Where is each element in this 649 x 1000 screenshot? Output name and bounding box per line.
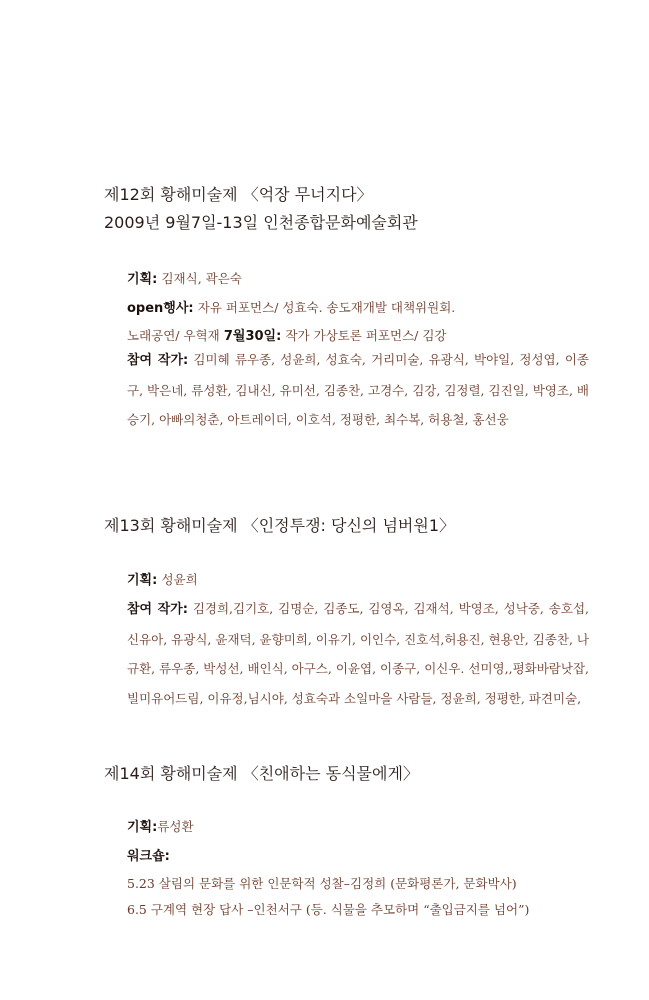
concert-suffix: 작가 가상토론 퍼포먼스/ 김강 — [285, 328, 447, 343]
planning-label: 기획: — [127, 573, 158, 588]
festival-14-planning — [127, 812, 597, 843]
artists-list: 김경희,김기호, 김명순, 김종도, 김영옥, 김재석, 박영조, 성낙중, 송호섭, 신유아, 유광식, 윤재덕, 윤향미희, 이유기, 이인수, 진호석,허용진, 현용안, 김종찬, 나규환, 류우종, 박성선, 배인식, 아구스, 이윤엽, 이종구, 이신우. 선미영,,평화바람낫잡, 빌미유어드림, 이유정,님시야, 성효숙과 소일마을 사람들, 정윤희, 정평한, 파견미술, — [127, 601, 589, 706]
planning-label: 기획: — [127, 272, 158, 287]
festival-12-title: 제12회 황해미술제 〈억장 무너지다〉 — [104, 185, 373, 204]
open-event-label: open행사: — [127, 301, 194, 316]
festival-13-planning — [127, 565, 597, 596]
planning-value: 성윤희 — [161, 572, 198, 587]
festival-12-open-event — [127, 293, 597, 324]
planning-value: 류성환 — [157, 819, 194, 834]
workshop-item: 6.5 구계역 현장 답사 –인천서구 (등. 식물을 추모하며 “출입금지를 넘어”) — [127, 902, 530, 917]
planning-label: 기획: — [127, 820, 158, 835]
festival-12-planning — [127, 264, 597, 295]
concert-prefix: 노래공연/ 우혁재 — [127, 328, 220, 343]
artists-label: 참여 작가: — [127, 602, 188, 617]
workshop-label: 워크숍: — [127, 849, 170, 864]
artists-label: 참여 작가: — [127, 353, 189, 368]
festival-14-workshop — [127, 842, 597, 872]
planning-value: 김재식, 곽은숙 — [161, 271, 242, 286]
artists-list: 김미혜 류우종, 성윤희, 성효숙, 거리미술, 유광식, 박야일, 정성엽, 이종구, 박은네, 류성환, 김내신, 유미선, 김종찬, 고경수, 김강, 김정렬, 김진일, 박영조, 배승기, 아빠의청춘, 아트레이더, 이호석, 정평한, 최수복, 허용철, 홍선웅 — [127, 352, 589, 428]
festival-14-title: 제14회 황해미술제 〈친애하는 동식물에게〉 — [104, 764, 419, 783]
workshop-item: 5.23 살림의 문화를 위한 인문학적 성찰–김정희 (문화평론가, 문화박사) — [127, 876, 517, 891]
open-event-value: 자유 퍼포먼스/ 성효숙. 송도재개발 대책위원회. — [197, 300, 456, 315]
festival-13-title: 제13회 황해미술제 〈인정투쟁: 당신의 넘버원1〉 — [104, 516, 456, 535]
concert-date: 7월30일: — [223, 329, 282, 344]
festival-13-artists — [127, 594, 589, 713]
festival-12-artists — [127, 345, 589, 435]
festival-12-dates-venue: 2009년 9월7일-13일 인천종합문화예술회관 — [104, 213, 418, 232]
